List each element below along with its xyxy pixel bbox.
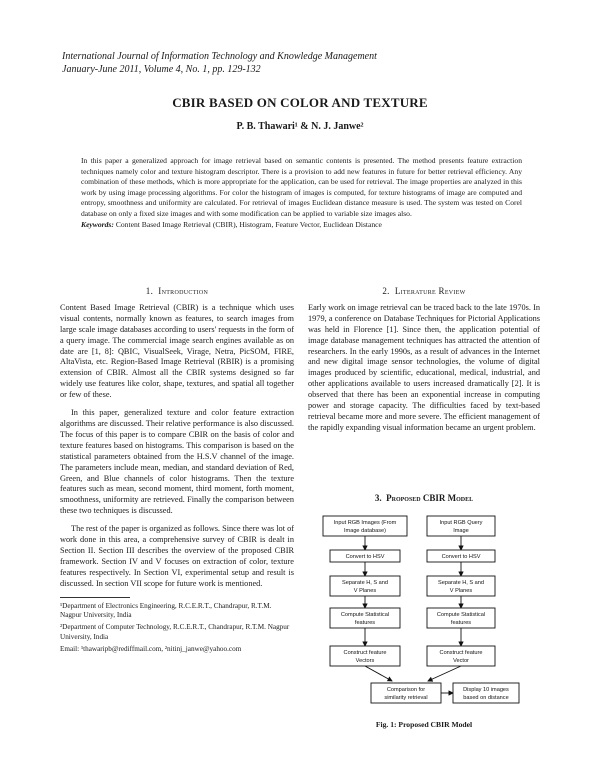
- journal-header: [62, 50, 377, 76]
- text-separate-left-1: Separate H, S and: [341, 580, 389, 586]
- text-stats-right-1: Compute Statistical: [436, 612, 486, 618]
- text-display-1: Display 10 images: [463, 687, 509, 693]
- section-heading-literature: 2. Literature Review: [382, 286, 466, 296]
- text-stats-left-1: Compute Statistical: [340, 612, 390, 618]
- text-stats-right-2: features: [450, 620, 472, 626]
- paper-title: CBIR BASED ON COLOR AND TEXTURE: [172, 95, 428, 110]
- right-column: [308, 286, 540, 441]
- abstract-text: In this paper a generalized approach for image retrieval based on semantic contents is presented. The method presents feature extraction techniques namely color and texture histogram descriptor. There is a provision to add new features in future for better retrieval efficiency. Any combination of these methods, which is more appropriate for the application, can be used for retrieval. The image properties are analyzed in this work by using image processing algorithms. For color the histogram of images is computed, for texture histograms of image are computed and entropy, smoothness and uniformity are calculated. For retrieval of images Euclidean distance measure is used. The system was tested on Corel database on only a fixed size images and with some modification can be applied to variable size images also.: [81, 156, 522, 218]
- text-construct-right-1: Construct feature: [439, 650, 483, 656]
- text-compare-1: Comparison for: [386, 687, 426, 693]
- text-input-query-1: Input RGB Query: [439, 520, 483, 526]
- section-heading-model: 3. Proposed CBIR Model: [374, 493, 474, 503]
- text-display-2: based on distance: [463, 695, 509, 701]
- figure-caption: Fig. 1: Proposed CBIR Model: [375, 720, 473, 729]
- abstract: [81, 156, 522, 230]
- text-construct-left-2: Vectors: [355, 658, 375, 664]
- keywords: [81, 220, 382, 229]
- footnote-2: ²Department of Computer Technology, R.C.E.R.T., Chandrapur, R.T.M. Nagpur University, India: [60, 623, 290, 641]
- paper-authors: P. B. Thawari¹ & N. J. Janwe²: [236, 121, 364, 132]
- keywords-text: Content Based Image Retrieval (CBIR), Histogram, Feature Vector, Euclidean Distance: [115, 219, 382, 229]
- journal-name: International Journal of Information Technology and Knowledge Management: [62, 51, 377, 62]
- text-construct-left-1: Construct feature: [343, 650, 387, 656]
- intro-paragraph-2: In this paper, generalized texture and color feature extraction algorithms are discussed. Their relative performance is also discussed. The focus of this paper is to compare CBIR on the basis of color and texture features based on histograms. This comparison is based on the statistical parameters obtained from the H.S.V channel of the image. The parameters include mean, median, and standard deviation of Red, Green, and Blue channels of color histograms. Then the texture features such as mean, second moment, third moment, forth moment, smoothness, uniformity are retrieved. Finally the comparison between these two techniques is discussed.: [60, 408, 294, 516]
- text-convert-left: Convert to HSV: [345, 554, 385, 560]
- journal-issue: January-June 2011, Volume 4, No. 1, pp. 129-132: [62, 64, 261, 75]
- text-input-query-2: Image: [453, 528, 469, 534]
- section-heading-intro: 1. Introduction: [145, 286, 209, 296]
- text-separate-right-1: Separate H, S and: [437, 580, 485, 586]
- footnote-email: Email: ¹thawaripb@rediffmail.com, ²nitinj_janwe@yahoo.com: [60, 645, 242, 654]
- text-separate-right-2: V Planes: [449, 588, 473, 594]
- literature-paragraph-1: Early work on image retrieval can be traced back to the late 1970s. In 1979, a conference on Database Techniques for Pictorial Applications was held in Florence [1]. Since then, the application potential of image database management techniques has attracted the attention of researchers. In the early 1990s, as a result of advances in the Internet and new digital image sensor technologies, the volume of digital images produced by scientific, educational, medical, industrial, and other applications available to users increased dramatically [2]. It is observed that there has been an exponential increase in computing power and storage capacity. The difficulties faced by text-based retrieval became more and more severe. The efficient management of the rapidly expanding visual information became an urgent problem.: [308, 302, 540, 432]
- text-input-db-1: Input RGB Images (From: [333, 520, 397, 526]
- footnote-1: ¹Department of Electronics Engineering, R.C.E.R.T., Chandrapur, R.T.M. Nagpur University, India: [60, 601, 272, 619]
- keywords-label: Keywords:: [81, 219, 114, 229]
- text-input-db-2: Image database): [344, 528, 386, 534]
- text-stats-left-2: features: [354, 620, 376, 626]
- intro-paragraph-3: The rest of the paper is organized as follows. Since there was lot of work done in this area, a comprehensive survey of CBIR is dealt in Section II. Section III describes the overview of the proposed CBIR framework. Section IV and V focuses on extraction of color, texture features respectively. In Section VI, experimental setup and result is discussed. In section VII scope for future work is mentioned.: [60, 524, 294, 588]
- footnote-rule: [60, 597, 130, 598]
- text-construct-right-2: Vector: [453, 658, 469, 664]
- left-column: [60, 286, 294, 658]
- intro-paragraph-1: Content Based Image Retrieval (CBIR) is a technique which uses visual contents, normally known as features, to search images from large scale image databases according to users' requests in the form of a query image. The commercial image search engines available as on date are [1, 8]: QBIC, VisualSeek, Virage, Netra, PicSOM, FIRE, AltaVista, etc. Region-Based Image Retrieval (RBIR) is a promising extension of CBIR. Almost all the CBIR systems designed so far widely use features like color, shape, textures, and spatial all together or few of these.: [60, 302, 294, 400]
- text-compare-2: similarity retrieval: [384, 695, 428, 701]
- cbir-model-diagram: [308, 510, 540, 715]
- text-separate-left-2: V Planes: [353, 588, 377, 594]
- text-convert-right: Convert to HSV: [441, 554, 481, 560]
